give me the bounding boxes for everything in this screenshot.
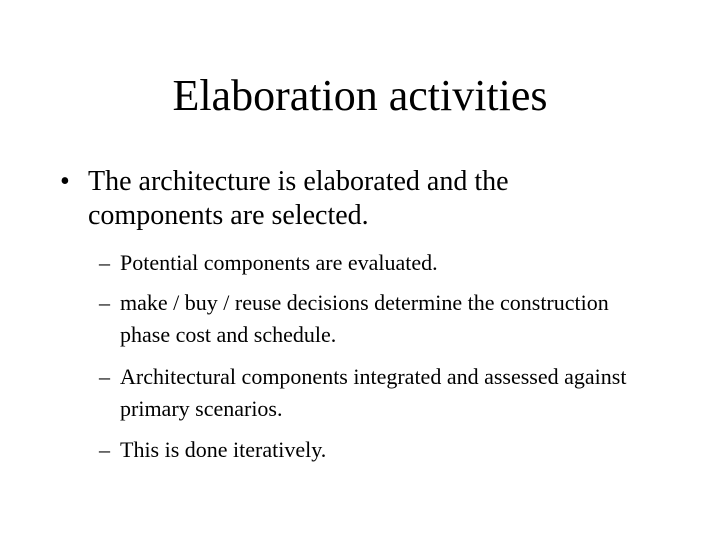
sub-bullet-marker: – — [99, 250, 110, 275]
sub-bullet-marker: – — [99, 364, 110, 389]
sub-bullet-item — [99, 434, 640, 466]
sub-bullet-text: make / buy / reuse decisions determine the construction phase cost and schedule. — [120, 290, 609, 347]
sub-bullet-item — [99, 361, 640, 425]
sub-bullet-marker: – — [99, 290, 110, 315]
sub-bullet-text: This is done iteratively. — [120, 437, 327, 462]
slide-title: Elaboration activities — [172, 71, 548, 120]
sub-bullet-marker: – — [99, 437, 110, 462]
sub-bullet-text: Architectural components integrated and assessed against primary scenarios. — [120, 364, 627, 421]
bullet-marker: • — [60, 166, 70, 197]
sub-bullet-item — [99, 247, 640, 279]
sub-bullet-text: Potential components are evaluated. — [120, 250, 438, 275]
sub-bullet-item — [99, 287, 640, 351]
bullet-text: The architecture is elaborated and the components are selected. — [88, 166, 509, 231]
bullet-item — [60, 165, 648, 233]
